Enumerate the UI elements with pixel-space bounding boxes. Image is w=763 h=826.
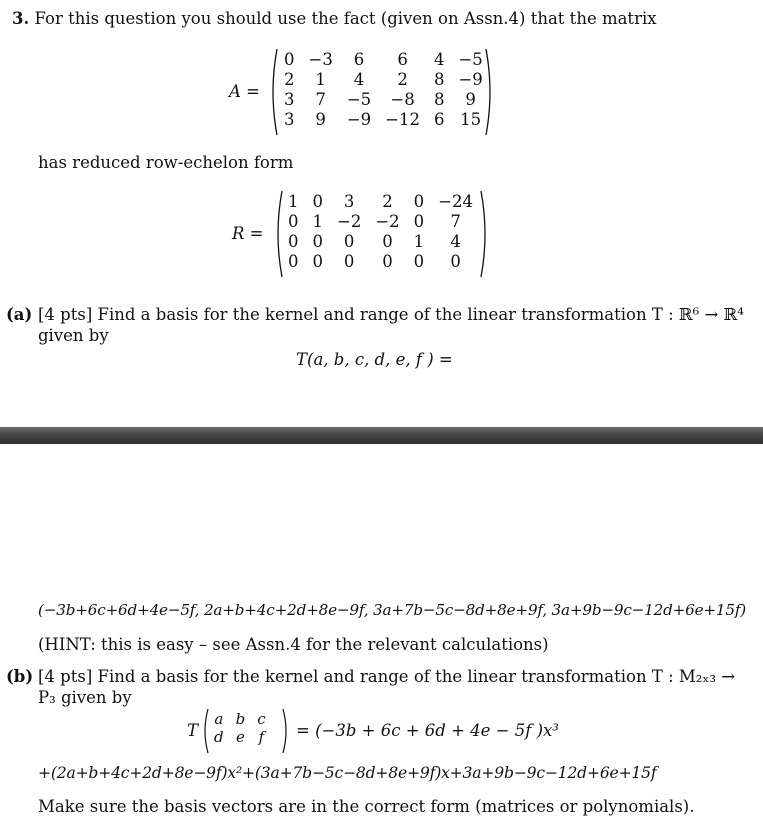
matrix-a-entry: 15 xyxy=(460,110,482,129)
matrix-r-entry: 0 xyxy=(413,252,425,271)
input-matrix-entry: c xyxy=(257,710,266,728)
matrix-a-entry: 4 xyxy=(433,50,445,69)
matrix-r-entry: 0 xyxy=(288,252,299,271)
matrix-r-entry: 0 xyxy=(413,192,425,211)
matrix-r-row xyxy=(281,212,480,232)
part-a-hint: (HINT: this is easy – see Assn.4 for the relevant calculations) xyxy=(38,635,549,654)
matrix-a-entry: −8 xyxy=(390,90,415,109)
matrix-r-row xyxy=(281,232,480,252)
matrix-r-entry: 2 xyxy=(382,192,393,211)
matrix-r-entry: 0 xyxy=(312,252,323,271)
matrix-r-entry: 0 xyxy=(450,252,461,271)
matrix-r-entry: 0 xyxy=(312,232,323,251)
input-matrix-entry: a xyxy=(214,710,224,728)
part-b-t-symbol: T xyxy=(187,721,199,740)
matrix-r-right-paren xyxy=(480,190,490,278)
matrix-r-entry: 0 xyxy=(288,212,299,231)
matrix-r-row xyxy=(281,192,480,212)
matrix-r-entry: 0 xyxy=(382,252,393,271)
part-a-text-line2: given by xyxy=(38,326,109,345)
question-intro: For this question you should use the fact (given on Assn.4) that the matrix xyxy=(34,9,657,28)
matrix-r-entry: 0 xyxy=(382,232,393,251)
matrix-a-row xyxy=(277,50,490,70)
question-header xyxy=(12,9,657,28)
matrix-a-entry: 2 xyxy=(284,70,295,89)
matrix-a-entry: 9 xyxy=(465,90,476,109)
input-matrix-row xyxy=(208,728,272,746)
matrix-a-entry: 0 xyxy=(284,50,295,69)
part-a-formula-rhs: (−3b+6c+6d+4e−5f, 2a+b+4c+2d+8e−9f, 3a+7b−5c−8d+8e+9f, 3a+9b−9c−12d+6e+15f) xyxy=(38,601,747,619)
matrix-a-entry: 6 xyxy=(353,50,365,69)
matrix-r-entry: 0 xyxy=(343,252,355,271)
matrix-a-entry: 3 xyxy=(284,110,295,129)
matrix-a-row xyxy=(277,110,490,130)
matrix-r-entry: −2 xyxy=(375,212,400,231)
part-b-label: (b) xyxy=(6,667,34,686)
part-b-text-line2: P₃ given by xyxy=(38,688,132,707)
part-b-input-matrix xyxy=(208,710,272,746)
rref-text: has reduced row-echelon form xyxy=(38,153,294,172)
matrix-a-entry: 4 xyxy=(353,70,365,89)
input-matrix-row xyxy=(208,710,272,728)
matrix-a-row xyxy=(277,70,490,90)
part-b-text-line1: [4 pts] Find a basis for the kernel and range of the linear transformation T : M₂ₓ₃ → xyxy=(38,667,736,686)
input-matrix-entry: b xyxy=(235,710,246,728)
matrix-r-entry: 0 xyxy=(343,232,355,251)
matrix-a-entry: 1 xyxy=(315,70,326,89)
matrix-r-entry: 1 xyxy=(288,192,299,211)
matrix-r-entry: 1 xyxy=(312,212,323,231)
matrix-a-entry: 8 xyxy=(433,90,445,109)
matrix-a-entry: 6 xyxy=(397,50,408,69)
matrix-a-entry: −3 xyxy=(308,50,333,69)
matrix-r-entry: −2 xyxy=(337,212,362,231)
matrix-r-entry: 0 xyxy=(413,212,425,231)
page-divider xyxy=(0,427,763,444)
input-matrix-entry: d xyxy=(214,728,224,746)
matrix-a-entry: 2 xyxy=(397,70,408,89)
matrix-r-entry: −24 xyxy=(438,192,473,211)
matrix-a-entry: −9 xyxy=(346,110,372,129)
matrix-r-row xyxy=(281,252,480,272)
matrix-a-entry: −9 xyxy=(458,70,483,89)
matrix-r-entry: 3 xyxy=(343,192,355,211)
matrix-a-entry: 9 xyxy=(315,110,326,129)
matrix-a-right-paren xyxy=(485,48,495,136)
part-b-formula-rhs: = (−3b + 6c + 6d + 4e − 5f )x³ xyxy=(296,721,559,740)
part-a-formula-lhs: T(a, b, c, d, e, f ) = xyxy=(296,350,453,369)
matrix-r-entry: 7 xyxy=(450,212,461,231)
part-b-formula-line2: +(2a+b+4c+2d+8e−9f)x²+(3a+7b−5c−8d+8e+9f)x+3a+9b−9c−12d+6e+15f xyxy=(38,764,657,782)
matrix-r-entry: 0 xyxy=(288,232,299,251)
matrix-a-row xyxy=(277,90,490,110)
question-number: 3. xyxy=(12,9,30,28)
matrix-a-entry: 7 xyxy=(315,90,326,109)
input-matrix-entry: f xyxy=(258,728,265,746)
part-a-text-line1: [4 pts] Find a basis for the kernel and range of the linear transformation T : ℝ⁶ → ℝ⁴ xyxy=(38,305,744,324)
matrix-a-entry: −5 xyxy=(346,90,372,109)
part-b-note: Make sure the basis vectors are in the correct form (matrices or polynomials). xyxy=(38,797,695,816)
part-b-right-paren xyxy=(282,708,290,754)
matrix-r xyxy=(281,192,480,272)
matrix-a-entry: −5 xyxy=(458,50,483,69)
matrix-a xyxy=(277,50,490,130)
matrix-a-entry: 6 xyxy=(433,110,445,129)
matrix-r-entry: 1 xyxy=(413,232,425,251)
input-matrix-entry: e xyxy=(235,728,245,746)
matrix-a-entry: 3 xyxy=(284,90,295,109)
matrix-a-entry: −12 xyxy=(385,110,420,129)
matrix-a-label: A = xyxy=(229,82,260,101)
matrix-r-entry: 4 xyxy=(450,232,461,251)
matrix-a-entry: 8 xyxy=(433,70,445,89)
part-a-label: (a) xyxy=(6,305,33,324)
matrix-r-label: R = xyxy=(232,224,264,243)
matrix-r-entry: 0 xyxy=(312,192,323,211)
